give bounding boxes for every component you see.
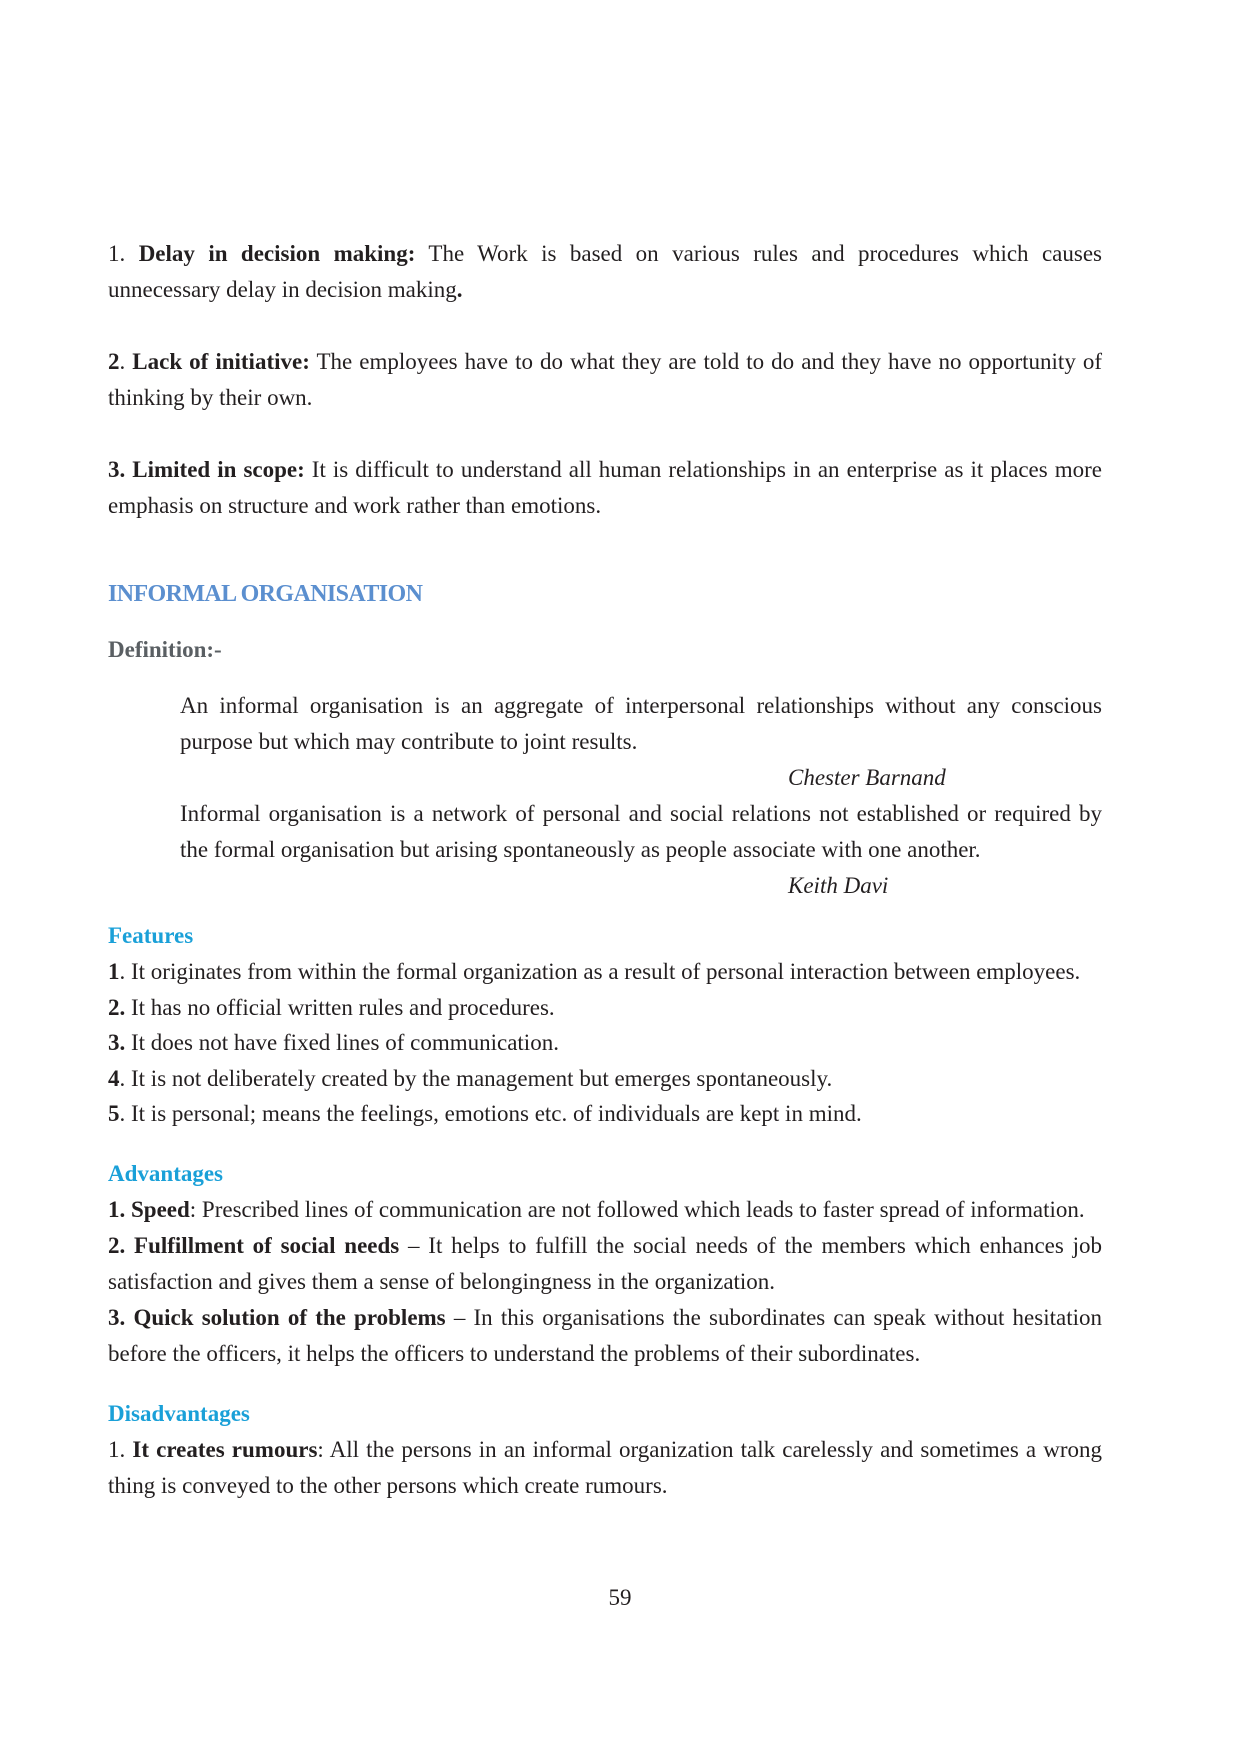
item-number: 1. bbox=[108, 1436, 133, 1462]
item-title: 2. Fulfillment of social needs bbox=[108, 1232, 400, 1258]
item-text: It has no official written rules and procedures. bbox=[125, 994, 555, 1020]
disadvantages-list bbox=[108, 1432, 1102, 1504]
point-separator: . bbox=[119, 349, 133, 374]
list-item bbox=[108, 1432, 1102, 1504]
item-text: . It is not deliberately created by the management but emerges spontaneously. bbox=[119, 1065, 833, 1091]
point-title: Delay in decision making: bbox=[138, 241, 416, 266]
list-item bbox=[108, 954, 1102, 990]
point-number: 2 bbox=[108, 349, 120, 374]
definition-author: Chester Barnand bbox=[788, 765, 946, 790]
point-limited-scope bbox=[108, 452, 1102, 524]
point-text: It is difficult to understand all human relationships in an enterprise as it places more emphasis on structure and work rather than emotions. bbox=[108, 457, 1102, 518]
point-text: The employees have to do what they are told to do and they have no opportunity of thinking by their own. bbox=[108, 349, 1103, 410]
list-item bbox=[108, 1228, 1102, 1300]
item-text: . It originates from within the formal organization as a result of personal interaction between employees. bbox=[119, 959, 1081, 984]
advantages-heading: Advantages bbox=[108, 1160, 224, 1186]
item-text: It does not have fixed lines of communication. bbox=[125, 1030, 559, 1055]
item-text: – In this organisations the subordinates can speak without hesitation before the officers, it helps the officers to understand the problems of their subordinates. bbox=[108, 1304, 1102, 1366]
disadvantages-heading: Disadvantages bbox=[108, 1400, 250, 1426]
list-item bbox=[108, 1025, 1102, 1061]
definitions-block bbox=[180, 688, 1102, 904]
list-item bbox=[108, 1096, 1102, 1132]
item-text: : All the persons in an informal organization talk carelessly and sometimes a wrong thing is conveyed to the other persons which create rumours. bbox=[108, 1436, 1103, 1498]
features-list bbox=[108, 954, 1102, 1132]
page-number: 59 bbox=[608, 1585, 632, 1610]
item-number: 3. bbox=[108, 1030, 126, 1055]
list-item bbox=[108, 990, 1102, 1026]
list-item bbox=[108, 1192, 1102, 1228]
item-number: 4 bbox=[108, 1065, 120, 1091]
item-number: 2. bbox=[108, 994, 126, 1020]
section-title: INFORMAL ORGANISATION bbox=[108, 581, 423, 607]
definition-label: Definition:- bbox=[108, 637, 222, 662]
point-tail: . bbox=[456, 277, 463, 302]
point-number: 3. bbox=[108, 457, 133, 482]
advantages-list bbox=[108, 1192, 1102, 1372]
point-delay-decision bbox=[108, 236, 1102, 308]
point-text: The Work is based on various rules and procedures which causes unnecessary delay in decision making bbox=[108, 241, 1103, 302]
item-text: – It helps to fulfill the social needs of the members which enhances job satisfaction and gives them a sense of belongingness in the organization. bbox=[108, 1232, 1102, 1294]
features-heading: Features bbox=[108, 923, 194, 948]
item-text: : Prescribed lines of communication are not followed which leads to faster spread of information. bbox=[189, 1196, 1085, 1222]
item-text: . It is personal; means the feelings, emotions etc. of individuals are kept in mind. bbox=[119, 1101, 862, 1126]
item-title: 3. Quick solution of the problems bbox=[108, 1304, 446, 1330]
point-title: Limited in scope: bbox=[132, 457, 305, 482]
definition-author: Keith Davi bbox=[788, 873, 889, 898]
point-lack-initiative bbox=[108, 344, 1102, 416]
definition-quote: Informal organisation is a network of personal and social relations not established or required by the formal organisation but arising spontaneously as people associate with one another. bbox=[180, 801, 1102, 862]
item-title: 1. Speed bbox=[108, 1196, 190, 1222]
item-number: 1 bbox=[108, 959, 120, 984]
list-item bbox=[108, 1300, 1102, 1372]
point-number: 1 bbox=[108, 241, 120, 266]
point-title: Lack of initiative: bbox=[132, 349, 310, 374]
list-item bbox=[108, 1061, 1102, 1097]
item-title: It creates rumours bbox=[132, 1436, 318, 1462]
item-number: 5 bbox=[108, 1101, 120, 1126]
definition-quote: An informal organisation is an aggregate of interpersonal relationships without any conscious purpose but which may contribute to joint results. bbox=[180, 693, 1102, 754]
page-content bbox=[108, 236, 1102, 1504]
point-separator: . bbox=[119, 241, 139, 266]
